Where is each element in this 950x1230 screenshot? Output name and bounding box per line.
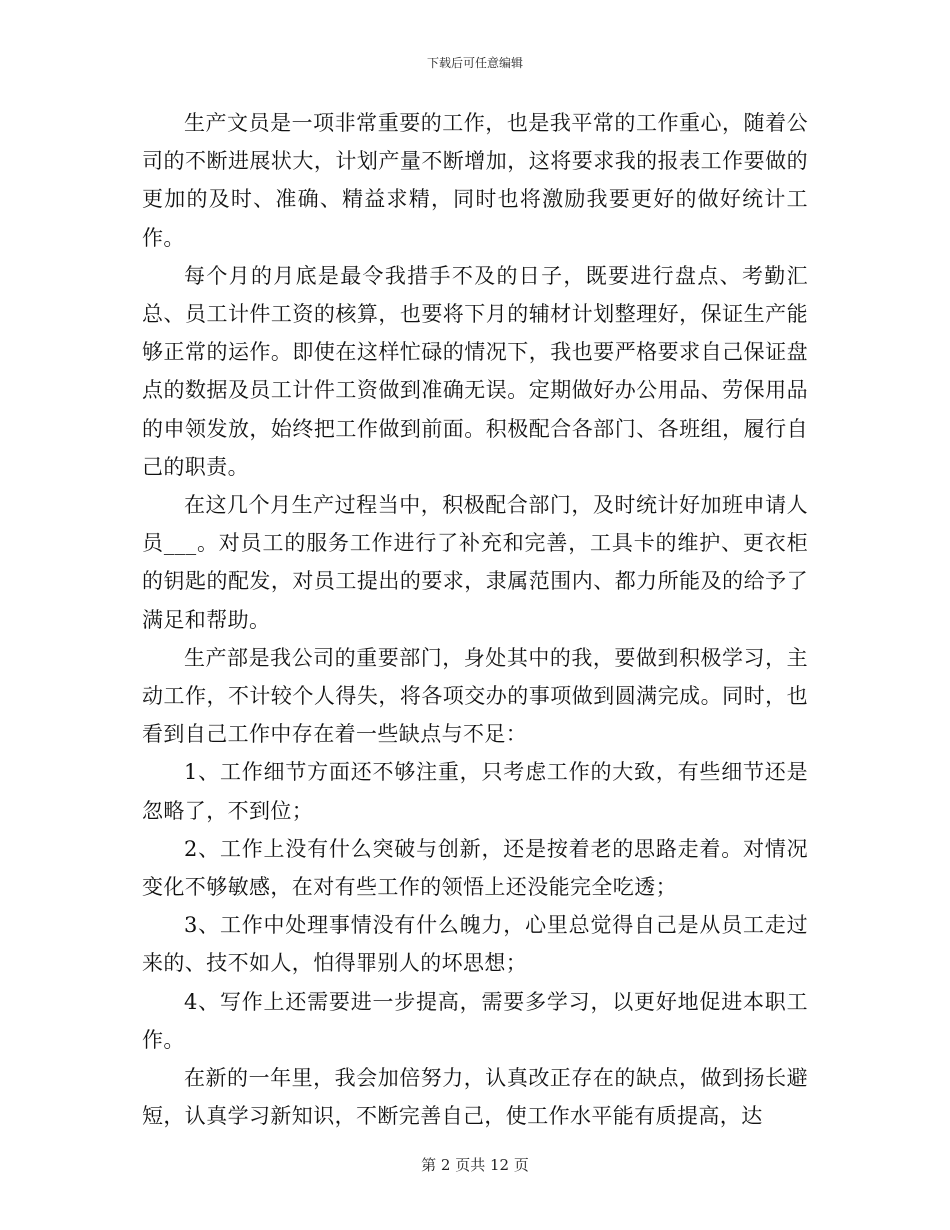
list-item-1: 1、工作细节方面还不够注重，只考虑工作的大致，有些细节还是忽略了，不到位； [142,760,808,823]
document-body [142,104,808,1135]
paragraph-2: 每个月的月底是最令我措手不及的日子，既要进行盘点、考勤汇总、员工计件工资的核算，也要将下月的辅材计划整理好，保证生产能够正常的运作。即使在这样忙碌的情况下，我也要严格要求自己保证盘点的数据及员工计件工资做到准确无误。定期做好办公用品、劳保用品的申领发放，始终把工作做到前面。积极配合各部门、各班组，履行自己的职责。 [142,263,808,479]
list-item-3: 3、工作中处理事情没有什么魄力，心里总觉得自己是从员工走过来的、技不如人，怕得罪别人的坏思想； [142,913,808,976]
page-header: 下载后可任意编辑 [426,56,523,70]
list-item-2: 2、工作上没有什么突破与创新，还是按着老的思路走着。对情况变化不够敏感，在对有些工作的领悟上还没能完全吃透； [142,836,808,900]
paragraph-1: 生产文员是一项非常重要的工作，也是我平常的工作重心，随着公司的不断进展状大，计划产量不断增加，这将要求我的报表工作要做的更加的及时、准确、精益求精，同时也将激励我要更好的做好统计工作。 [142,111,808,250]
paragraph-3: 在这几个月生产过程当中，积极配合部门，及时统计好加班申请人员___。对员工的服务工作进行了补充和完善，工具卡的维护、更衣柜的钥匙的配发，对员工提出的要求，隶属范围内、都力所能及的给予了满足和帮助。 [142,493,808,632]
paragraph-5: 在新的一年里，我会加倍努力，认真改正存在的缺点，做到扬长避短，认真学习新知识，不断完善自己，使工作水平能有质提高，达 [142,1066,808,1129]
page-number: 第 2 页共 12 页 [421,1156,529,1174]
paragraph-4: 生产部是我公司的重要部门，身处其中的我，要做到积极学习，主动工作，不计较个人得失，将各项交办的事项做到圆满完成。同时，也看到自己工作中存在着一些缺点与不足： [142,645,808,747]
list-item-4: 4、写作上还需要进一步提高，需要多学习，以更好地促进本职工作。 [142,989,808,1052]
